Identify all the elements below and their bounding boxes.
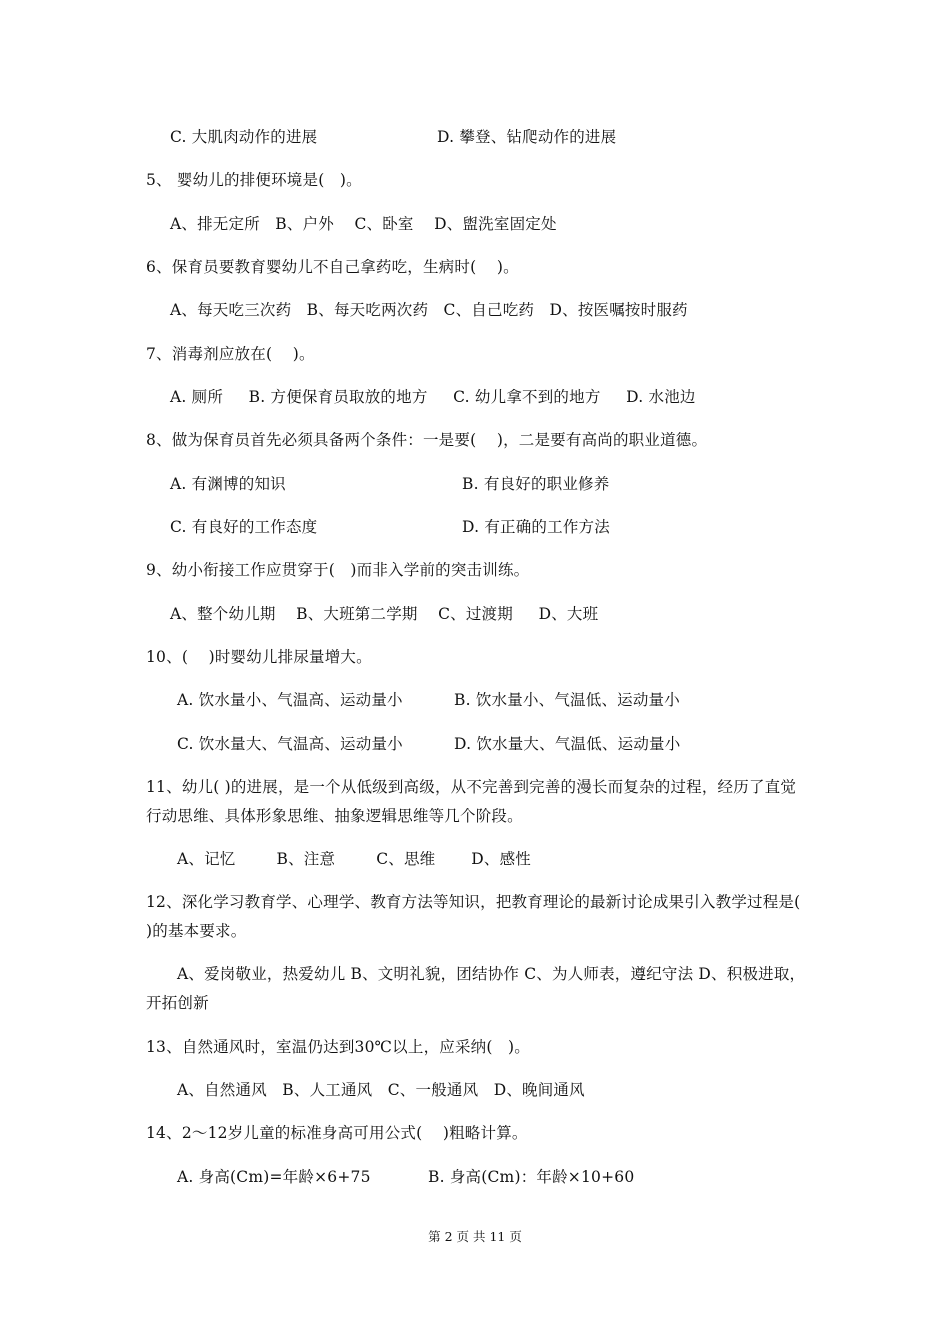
q8-option-d: D. 有正确的工作方法 — [462, 518, 610, 536]
q10-option-a: A. 饮水量小、气温高、运动量小 — [177, 691, 403, 709]
q5-options: A、排无定所 B、户外 C、卧室 D、盥洗室固定处 — [170, 215, 557, 233]
page-number-footer: 第 2 页 共 11 页 — [428, 1229, 522, 1244]
q13-options: A、自然通风 B、人工通风 C、一般通风 D、晚间通风 — [177, 1081, 585, 1099]
q11-options: A、记忆 B、注意 C、思维 D、感性 — [177, 850, 531, 868]
q14-option-b: B. 身高(Cm)：年龄×10+60 — [428, 1168, 635, 1186]
q14-stem: 14、2～12岁儿童的标准身高可用公式( )粗略计算。 — [146, 1124, 528, 1142]
q13-stem: 13、自然通风时，室温仍达到30℃以上，应采纳( )。 — [146, 1038, 530, 1056]
q7-stem: 7、消毒剂应放在( )。 — [146, 345, 315, 363]
q9-stem: 9、幼小衔接工作应贯穿于( )而非入学前的突击训练。 — [146, 561, 530, 579]
q8-option-b: B. 有良好的职业修养 — [462, 475, 610, 493]
q9-options: A、整个幼儿期 B、大班第二学期 C、过渡期 D、大班 — [170, 605, 599, 623]
q6-stem: 6、保育员要教育婴幼儿不自己拿药吃，生病时( )。 — [146, 258, 519, 276]
q10-option-d: D. 饮水量大、气温低、运动量小 — [454, 735, 681, 753]
q8-option-c: C. 有良好的工作态度 — [170, 518, 318, 536]
q10-option-b: B. 饮水量小、气温低、运动量小 — [454, 691, 680, 709]
q6-options: A、每天吃三次药 B、每天吃两次药 C、自己吃药 D、按医嘱按时服药 — [170, 301, 688, 319]
q12-options: A、爱岗敬业，热爱幼儿 B、文明礼貌，团结协作 C、为人师表，遵纪守法 D、积极进取，开拓创新 — [146, 965, 806, 1012]
q4-option-d: D. 攀登、钻爬动作的进展 — [437, 128, 617, 146]
q10-stem: 10、( )时婴幼儿排尿量增大。 — [146, 648, 372, 666]
q7-options: A. 厕所 B. 方便保育员取放的地方 C. 幼儿拿不到的地方 D. 水池边 — [170, 388, 696, 406]
q10-option-c: C. 饮水量大、气温高、运动量小 — [177, 735, 403, 753]
q4-option-c: C. 大肌肉动作的进展 — [170, 128, 318, 146]
q8-stem: 8、做为保育员首先必须具备两个条件：一是要( )，二是要有高尚的职业道德。 — [146, 431, 708, 449]
q12-stem: 12、深化学习教育学、心理学、教育方法等知识，把教育理论的最新讨论成果引入教学过程是( )的基本要求。 — [146, 893, 801, 940]
q11-stem: 11、幼儿( )的进展，是一个从低级到高级，从不完善到完善的漫长而复杂的过程，经历了直觉行动思维、具体形象思维、抽象逻辑思维等几个阶段。 — [146, 778, 797, 825]
q8-option-a: A. 有渊博的知识 — [170, 475, 286, 493]
q14-option-a: A. 身高(Cm)=年龄×6+75 — [177, 1168, 371, 1186]
q5-stem: 5、 婴幼儿的排便环境是( )。 — [146, 171, 362, 189]
